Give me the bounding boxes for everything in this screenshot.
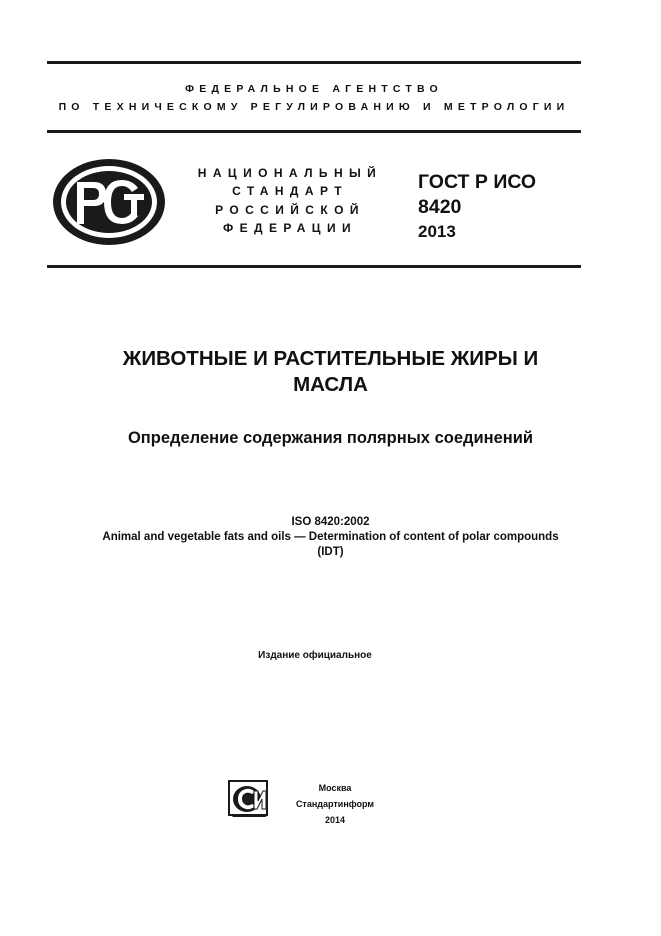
iso-english-title: Animal and vegetable fats and oils — Determination of content of polar compounds [102, 531, 559, 543]
national-line-2: СТАНДАРТ [232, 184, 348, 198]
standartinform-logo [227, 777, 269, 819]
document-title-line-1: ЖИВОТНЫЕ И РАСТИТЕЛЬНЫЕ ЖИРЫ И [122, 347, 539, 370]
block-bottom-rule [47, 265, 581, 268]
edition-label: Издание официальное [258, 650, 372, 661]
publisher-year: 2014 [324, 815, 346, 825]
header-divider-rule [47, 130, 581, 133]
publisher-city: Москва [318, 783, 352, 793]
top-rule [47, 61, 581, 64]
gost-number: 8420 [418, 196, 462, 218]
iso-idt: (IDT) [317, 546, 344, 558]
document-title-line-2: МАСЛА [293, 373, 368, 396]
rst-logo-icon [52, 158, 166, 246]
publisher-name: Стандартинформ [295, 799, 375, 809]
national-line-1: НАЦИОНАЛЬНЫЙ [197, 166, 383, 180]
national-line-3: РОССИЙСКОЙ [215, 203, 365, 217]
agency-line-2: ПО ТЕХНИЧЕСКОМУ РЕГУЛИРОВАНИЮ И МЕТРОЛОГИИ [58, 101, 570, 113]
agency-line-1: ФЕДЕРАЛЬНОЕ АГЕНТСТВО [185, 83, 443, 95]
rst-logo [52, 158, 166, 246]
national-line-4: ФЕДЕРАЦИИ [222, 221, 358, 235]
iso-number: ISO 8420:2002 [291, 516, 370, 528]
gost-year: 2013 [418, 222, 456, 241]
standartinform-logo-icon [227, 777, 269, 819]
document-subtitle: Определение содержания полярных соединений [127, 429, 534, 447]
gost-designation: ГОСТ Р ИСО [418, 171, 537, 193]
